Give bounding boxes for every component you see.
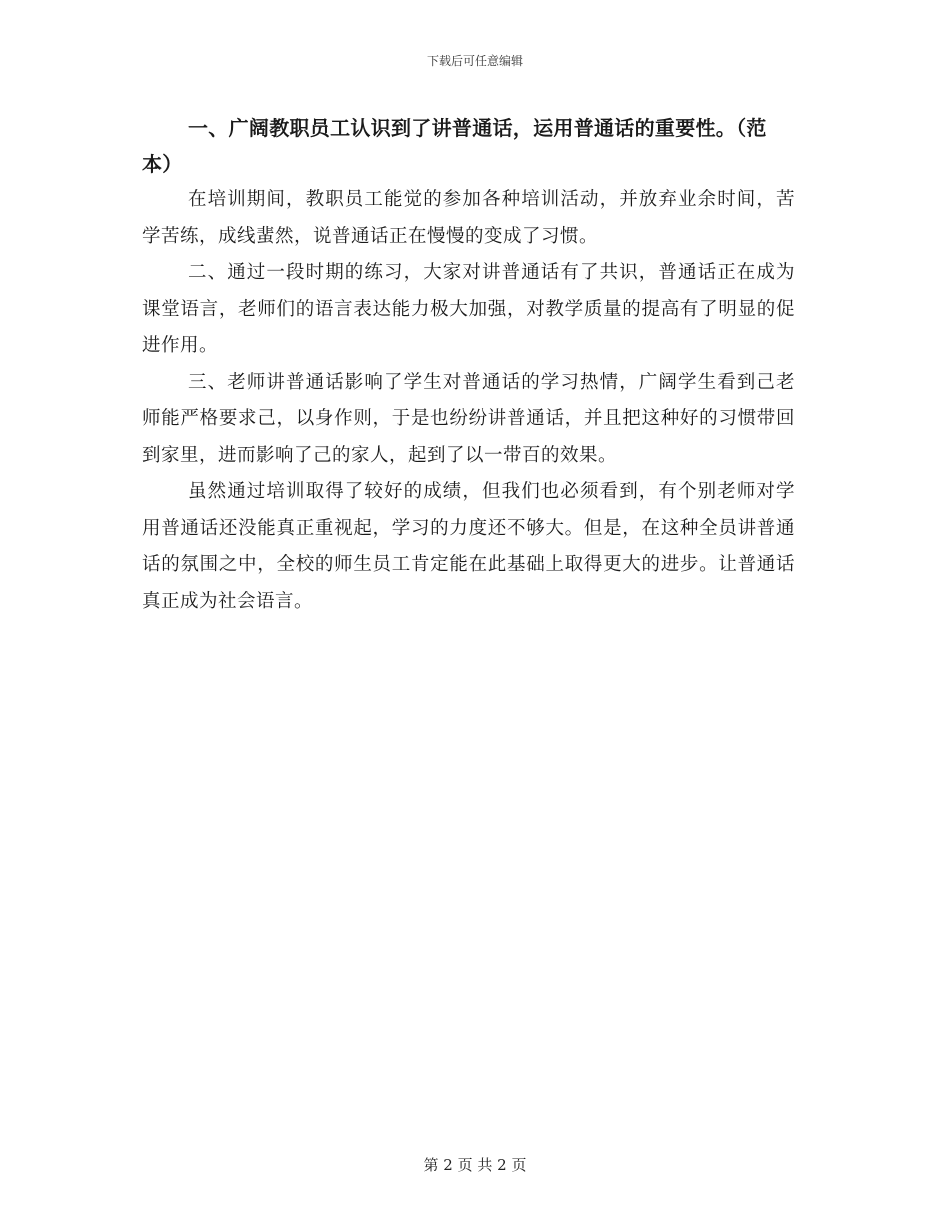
paragraph: 二、通过一段时期的练习，大家对讲普通话有了共识，普通话正在成为课堂语言，老师们的语言表达能力极大加强，对教学质量的提高有了明显的促进作用。 xyxy=(142,262,795,356)
paragraph: 三、老师讲普通话影响了学生对普通话的学习热情，广阔学生看到己老师能严格要求己，以身作则，于是也纷纷讲普通话，并且把这种好的习惯带回到家里，进而影响了己的家人，起到了以一带百的效果。 xyxy=(142,371,795,466)
section-heading: 一、广阔教职员工认识到了讲普通话，运用普通话的重要性。（范本） xyxy=(142,116,767,176)
paragraph: 在培训期间，教职员工能觉的参加各种培训活动，并放弃业余时间，苦学苦练，成线蜚然，说普通话正在慢慢的变成了习惯。 xyxy=(142,189,795,247)
page-number-footer: 第 2 页 共 2 页 xyxy=(423,1156,527,1174)
document-body xyxy=(142,110,795,620)
page-header: 下载后可任意编辑 xyxy=(426,54,523,68)
paragraph: 虽然通过培训取得了较好的成绩，但我们也必须看到，有个别老师对学用普通话还没能真正重视起，学习的力度还不够大。但是，在这种全员讲普通话的氛围之中，全校的师生员工肯定能在此基础上取得更大的进步。让普通话真正成为社会语言。 xyxy=(142,481,795,612)
